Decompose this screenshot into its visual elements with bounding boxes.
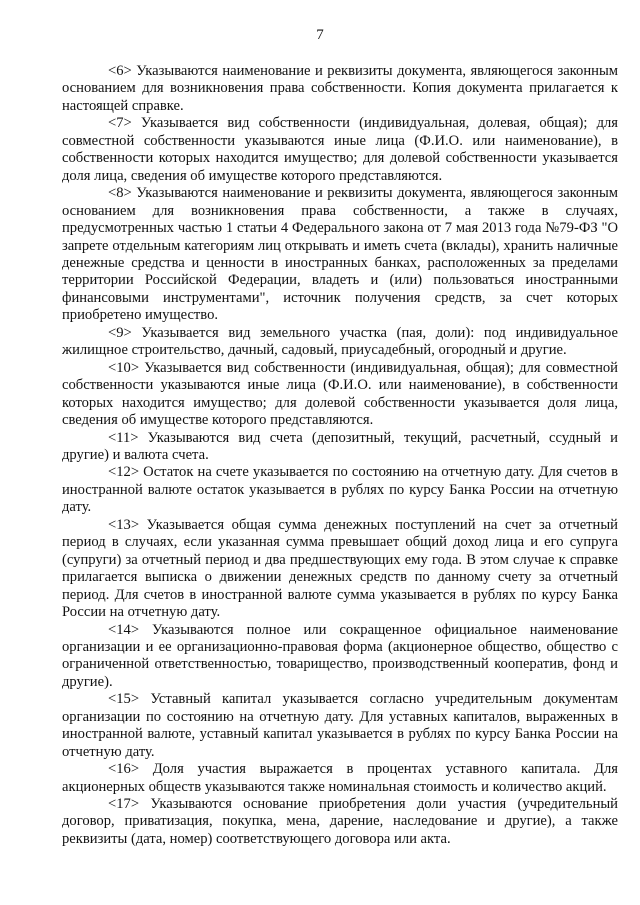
footnote-8: <8> Указываются наименование и реквизиты документа, являющегося законным основанием для возникновения права собственности, а также в случаях, предусмотренных частью 1 статьи 4 Федерального закона от 7 мая 2013 года №79-ФЗ "О запрете отдельным категориям лиц открывать и иметь счета (вклады), хранить наличные денежные средства и ценности в иностранных банках, расположенных за пределами территории Российской Федерации, владеть и (или) пользоваться иностранными финансовыми инструментами", источник получения средств, за счет которых приобретено имущество. <box>62 185 618 324</box>
footnote-15: <15> Уставный капитал указывается согласно учредительным документам организации по состоянию на отчетную дату. Для уставных капиталов, выраженных в иностранной валюте, уставный капитал указывается в рублях по курсу Банка России на отчетную дату. <box>62 691 618 760</box>
footnote-12: <12> Остаток на счете указывается по состоянию на отчетную дату. Для счетов в иностранной валюте остаток указывается в рублях по курсу Банка России на отчетную дату. <box>62 464 618 516</box>
footnotes-section <box>62 63 618 848</box>
footnote-10: <10> Указывается вид собственности (индивидуальная, общая); для совместной собственности указываются иные лица (Ф.И.О. или наименование), в собственности которых находится имущество; для долевой собственности указывается доля лица, сведения об имуществе которого представляются. <box>62 359 618 429</box>
footnote-16: <16> Доля участия выражается в процентах уставного капитала. Для акционерных обществ указываются также номинальная стоимость и количество акций. <box>62 761 618 795</box>
footnote-6: <6> Указываются наименование и реквизиты документа, являющегося законным основанием для возникновения права собственности. Копия документа прилагается к настоящей справке. <box>62 63 618 114</box>
page-number: 7 <box>316 27 324 43</box>
footnote-13: <13> Указывается общая сумма денежных поступлений на счет за отчетный период в случаях, если указанная сумма превышает общий доход лица и его супруга (супруги) за отчетный период и два предшествующих ему года. В этом случае к справке прилагается выписка о движении денежных средств по данному счету за отчетный период. Для счетов в иностранной валюте сумма указывается в рублях по курсу Банка России на отчетную дату. <box>62 516 618 621</box>
footnote-17: <17> Указываются основание приобретения доли участия (учредительный договор, приватизация, покупка, мена, дарение, наследование и другие), а также реквизиты (дата, номер) соответствующего договора или акта. <box>62 796 618 847</box>
footnote-11: <11> Указываются вид счета (депозитный, текущий, расчетный, ссудный и другие) и валюта счета. <box>62 429 618 463</box>
footnote-9: <9> Указывается вид земельного участка (пая, доли): под индивидуальное жилищное строительство, дачный, садовый, приусадебный, огородный и другие. <box>62 324 618 359</box>
footnote-14: <14> Указываются полное или сокращенное официальное наименование организации и ее организационно-правовая форма (акционерное общество, общество с ограниченной ответственностью, товарищество, производственный кооператив, фонд и другие). <box>62 621 618 690</box>
footnote-7: <7> Указывается вид собственности (индивидуальная, долевая, общая); для совместной собственности указываются иные лица (Ф.И.О. или наименование), в собственности которых находится имущество; для долевой собственности указывается доля лица, сведения об имуществе которого представляются. <box>62 115 618 184</box>
